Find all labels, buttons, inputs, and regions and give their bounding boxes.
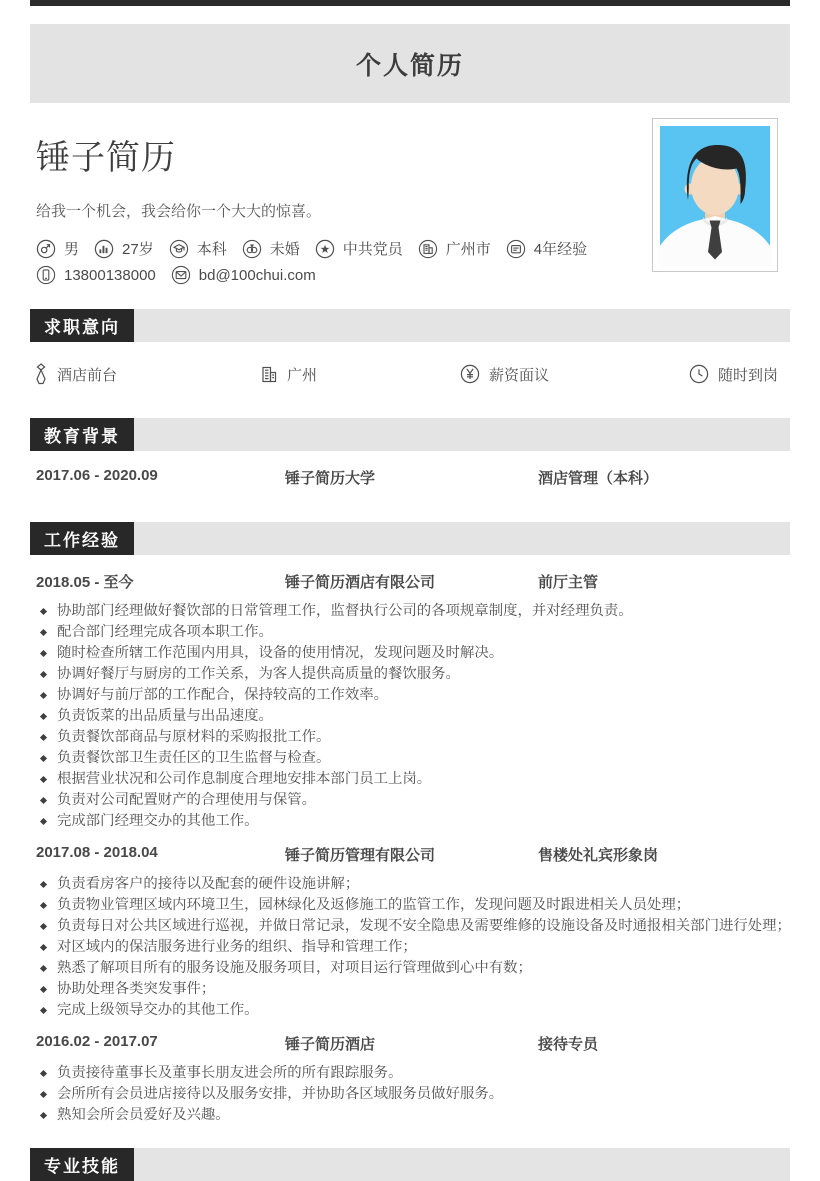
duty-item: 负责每日对公共区域进行巡视，并做日常记录，发现不安全隐患及需要维修的设施设备及时通报相关部门进行处理； [36, 916, 790, 937]
education-row [30, 467, 790, 488]
age-icon [94, 239, 114, 259]
phone-icon [36, 265, 56, 285]
section-bar-education [30, 418, 790, 451]
duty-item: 协调好与前厅部的工作配合，保持较高的工作效率。 [36, 685, 790, 706]
section-bar-work [30, 522, 790, 555]
duty-item: 熟悉了解项目所有的服务设施及服务项目，对项目运行管理做到心中有数； [36, 958, 790, 979]
email-label: bd@100chui.com [198, 266, 316, 284]
job-company: 锤子简历酒店有限公司 [285, 574, 436, 591]
duty-item: 负责物业管理区域内环境卫生，园林绿化及返修施工的监管工作，发现问题及时跟进相关人员处理； [36, 895, 790, 916]
duty-item: 会所所有会员进店接待以及服务安排，并协助各区域服务员做好服务。 [36, 1084, 790, 1105]
phone-label: 13800138000 [64, 266, 156, 284]
experience-icon [506, 239, 526, 259]
duty-item: 随时检查所辖工作范围内用具，设备的使用情况，发现问题及时解决。 [36, 643, 790, 664]
clock-icon [689, 364, 709, 384]
duty-item: 根据营业状况和公司作息制度合理地安排本部门员工上岗。 [36, 769, 790, 790]
intent-salary [460, 364, 689, 385]
candidate-tagline: 给我一个机会，我会给你一个大大的惊喜。 [36, 203, 322, 220]
job-position: 接待专员 [538, 1036, 599, 1053]
job-position: 售楼处礼宾形象岗 [538, 847, 659, 864]
intent-position-label: 酒店前台 [57, 366, 118, 384]
education-school: 锤子简历大学 [285, 470, 376, 487]
city-icon [418, 239, 438, 259]
duty-item: 协助部门经理做好餐饮部的日常管理工作，监督执行公司的各项规章制度，并对经理负责。 [36, 601, 790, 622]
job-period: 2016.02 - 2017.07 [36, 1033, 158, 1050]
duty-item: 负责餐饮部卫生责任区的卫生监督与检查。 [36, 748, 790, 769]
section-title-work: 工作经验 [30, 522, 134, 555]
experience-item [506, 238, 587, 259]
candidate-name: 锤子简历 [36, 139, 176, 177]
intent-salary-label: 薪资面议 [489, 366, 550, 384]
avatar [652, 118, 778, 272]
intent-availability-label: 随时到岗 [718, 366, 779, 384]
avatar-illustration [660, 126, 770, 264]
intent-availability [689, 364, 786, 385]
section-title-skills: 专业技能 [30, 1148, 134, 1181]
gender-item [36, 238, 79, 259]
education-period: 2017.06 - 2020.09 [36, 467, 158, 484]
job-header [30, 1033, 790, 1054]
email-icon [171, 265, 191, 285]
job-period: 2018.05 - 至今 [36, 574, 134, 591]
party-item [315, 238, 403, 259]
party-label: 中共党员 [342, 241, 403, 258]
top-accent-bar [30, 0, 790, 6]
job-header [30, 571, 790, 592]
intent-position [34, 363, 261, 385]
gender-label: 男 [64, 241, 80, 258]
section-title-education: 教育背景 [30, 418, 134, 451]
marital-icon [242, 239, 262, 259]
duty-item: 协调好餐厅与厨房的工作关系，为客人提供高质量的餐饮服务。 [36, 664, 790, 685]
duty-item: 完成上级领导交办的其他工作。 [36, 1000, 790, 1021]
duty-item: 负责餐饮部商品与原材料的采购报批工作。 [36, 727, 790, 748]
marital-item [242, 238, 300, 259]
section-bar-intent [30, 309, 790, 342]
duty-item: 熟知会所会员爱好及兴趣。 [36, 1105, 790, 1126]
job-duties-list [30, 1063, 790, 1126]
tie-icon [34, 363, 48, 385]
job-period: 2017.08 - 2018.04 [36, 844, 158, 861]
intent-city-label: 广州 [287, 366, 318, 384]
duty-item: 对区域内的保洁服务进行业务的组织、指导和管理工作； [36, 937, 790, 958]
duty-item: 协助处理各类突发事件； [36, 979, 790, 1000]
degree-icon [169, 239, 189, 259]
age-item [94, 238, 154, 259]
job-position: 前厅主管 [538, 574, 599, 591]
marital-label: 未婚 [269, 241, 300, 258]
job-duties-list [30, 874, 790, 1021]
experience-label: 4年经验 [533, 241, 588, 258]
job-duties-list [30, 601, 790, 832]
education-major: 酒店管理（本科） [538, 470, 659, 487]
job-intent-row [30, 363, 790, 385]
section-bar-skills [30, 1148, 790, 1181]
email-item [171, 265, 316, 285]
profile-header [30, 103, 790, 309]
degree-label: 本科 [196, 241, 227, 258]
party-icon [315, 239, 335, 259]
duty-item: 负责接待董事长及董事长朋友进会所的所有跟踪服务。 [36, 1063, 790, 1084]
job-company: 锤子简历管理有限公司 [285, 847, 436, 864]
degree-item [169, 238, 227, 259]
city-item [418, 238, 491, 259]
duty-item: 负责对公司配置财产的合理使用与保管。 [36, 790, 790, 811]
building-icon [261, 366, 278, 383]
duty-item: 配合部门经理完成各项本职工作。 [36, 622, 790, 643]
duty-item: 负责看房客户的接待以及配套的硬件设施讲解； [36, 874, 790, 895]
job-company: 锤子简历酒店 [285, 1036, 376, 1053]
gender-icon [36, 239, 56, 259]
age-label: 27岁 [122, 241, 154, 258]
salary-icon [460, 364, 480, 384]
city-label: 广州市 [445, 241, 491, 258]
page-title: 个人简历 [30, 24, 790, 103]
section-title-intent: 求职意向 [30, 309, 134, 342]
duty-item: 完成部门经理交办的其他工作。 [36, 811, 790, 832]
intent-city [261, 364, 460, 385]
phone-item [36, 265, 156, 285]
duty-item: 负责饭菜的出品质量与出品速度。 [36, 706, 790, 727]
job-header [30, 844, 790, 865]
